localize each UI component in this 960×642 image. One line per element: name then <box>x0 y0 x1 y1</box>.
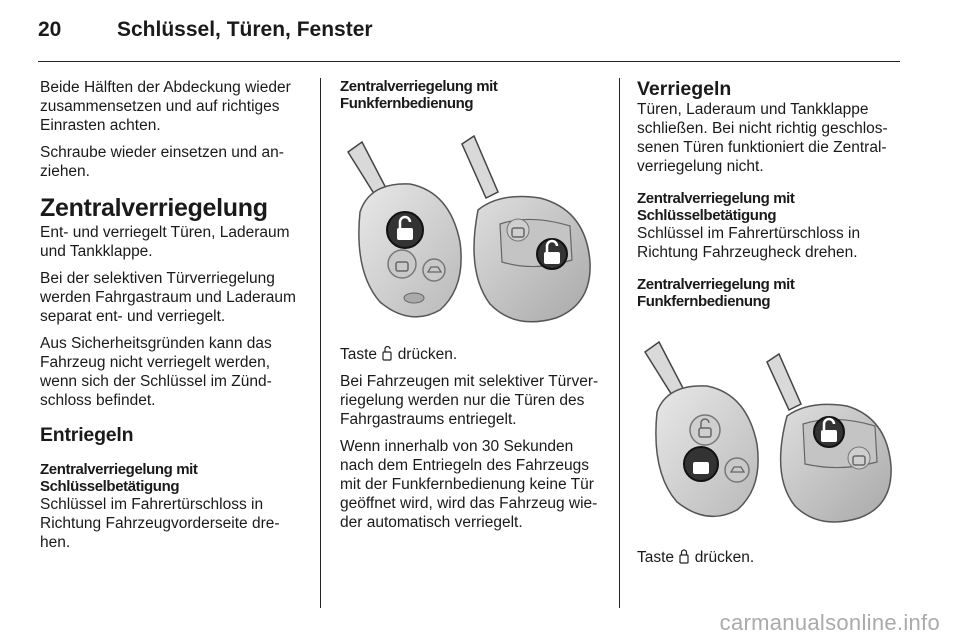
paragraph: Aus Sicherheitsgründen kann das Fahrzeug nicht verriegelt werden, wenn sich der Schlüssel im Zünd-schloss befindet. <box>40 335 272 409</box>
paragraph: Schlüssel im Fahrertürschloss in Richtung Fahrzeugvorderseite dre-hen. <box>40 496 280 551</box>
column-divider-1 <box>320 78 321 608</box>
header-rule <box>38 61 900 62</box>
paragraph: Bei der selektiven Türverriegelung werden Fahrgastraum und Laderaum separat ent- und verriegelt. <box>40 270 296 325</box>
column-middle <box>340 78 608 540</box>
watermark: carmanualsonline.info <box>719 610 940 635</box>
paragraph-press-button: Taste drücken. <box>637 549 755 566</box>
remote-key-unlock-illustration <box>340 122 604 337</box>
column-divider-2 <box>619 78 620 608</box>
subheading-key-operation: Zentralverriegelung mit Schlüsselbetätigung <box>40 461 198 495</box>
paragraph: Schraube wieder einsetzen und an-ziehen. <box>40 144 284 180</box>
unlock-icon <box>382 346 392 361</box>
paragraph: Ent- und verriegelt Türen, Laderaum und Tankklappe. <box>40 224 290 260</box>
paragraph: Wenn innerhalb von 30 Sekunden nach dem Entriegeln des Fahrzeugs mit der Funkfernbedienung keine Tür geöffnet wird, wird das Fahrzeug wie-der automatisch verriegelt. <box>340 438 598 531</box>
paragraph-press-button: Taste drücken. <box>340 346 458 363</box>
page-number: 20 <box>38 18 62 41</box>
subheading-remote-control: Zentralverriegelung mit Funkfernbedienung <box>637 276 795 310</box>
subheading-key-operation: Zentralverriegelung mit Schlüsselbetätigung <box>637 190 795 224</box>
paragraph: Beide Hälften der Abdeckung wieder zusammensetzen und auf richtiges Einrasten achten. <box>40 79 291 134</box>
column-right <box>637 78 902 575</box>
page-title: Schlüssel, Türen, Fenster <box>117 18 373 41</box>
lock-icon <box>679 549 689 564</box>
heading-unlock: Entriegeln <box>40 424 134 446</box>
heading-central-locking: Zentralverriegelung <box>40 194 268 222</box>
remote-key-lock-illustration <box>637 320 901 530</box>
paragraph: Schlüssel im Fahrertürschloss in Richtung Fahrzeugheck drehen. <box>637 225 861 261</box>
page-header <box>38 18 918 48</box>
paragraph: Türen, Laderaum und Tankklappe schließen. Bei nicht richtig geschlos-senen Türen funktioniert die Zentral-verriegelung nicht. <box>637 101 888 175</box>
column-left <box>40 78 308 560</box>
paragraph: Bei Fahrzeugen mit selektiver Türver-riegelung werden nur die Türen des Fahrgastraums entriegelt. <box>340 373 599 428</box>
heading-lock: Verriegeln <box>637 78 732 100</box>
subheading-remote-control: Zentralverriegelung mit Funkfernbedienung <box>340 78 498 112</box>
